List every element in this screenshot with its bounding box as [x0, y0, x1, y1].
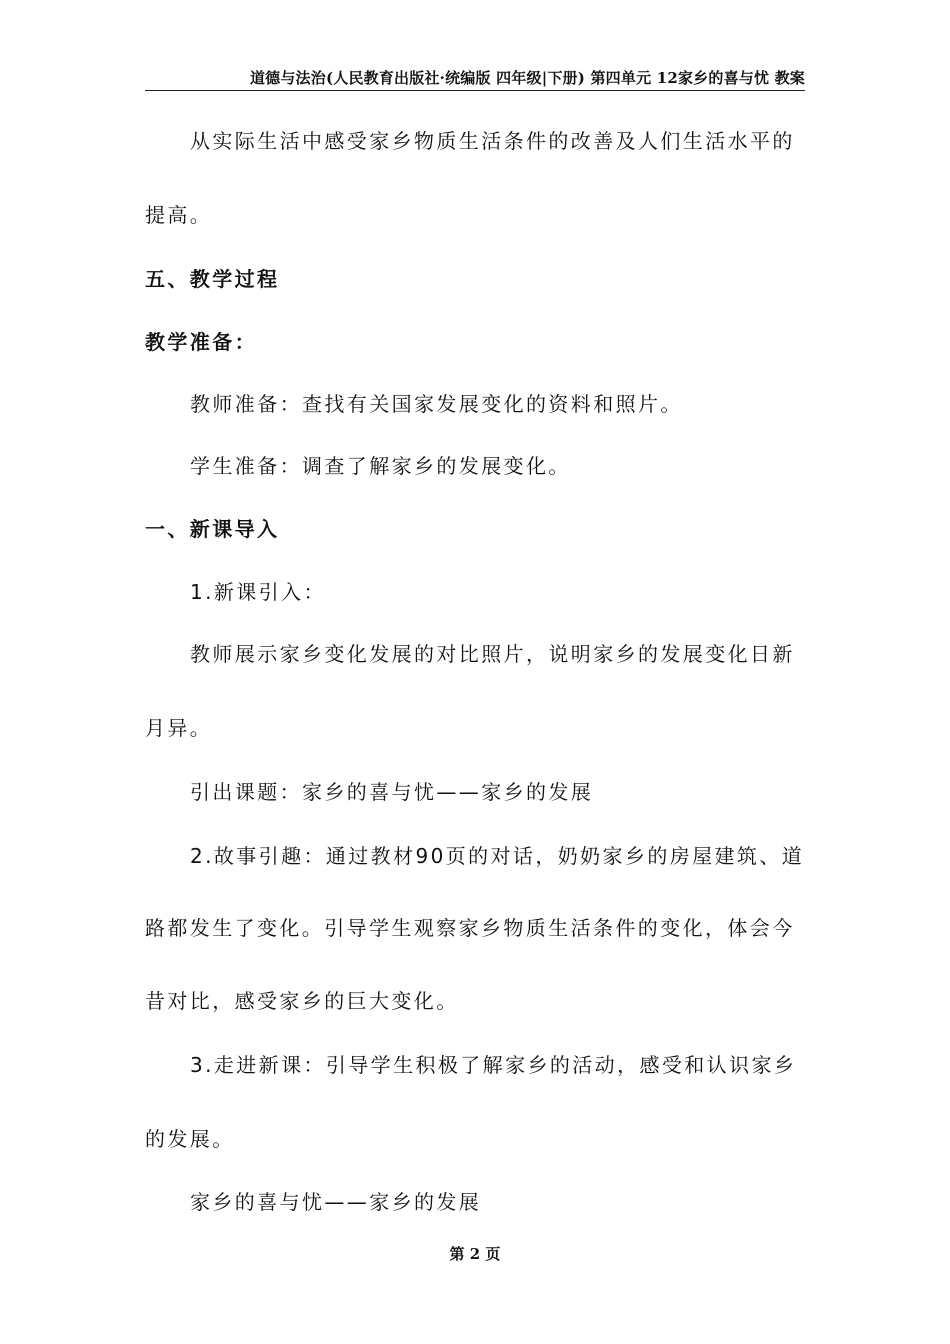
teacher-preparation: 教师准备：查找有关国家发展变化的资料和照片。	[190, 392, 683, 416]
paragraph-line: 从实际生活中感受家乡物质生活条件的改善及人们生活水平的	[190, 129, 795, 153]
student-preparation: 学生准备：调查了解家乡的发展变化。	[190, 454, 571, 478]
lesson-topic: 引出课题：家乡的喜与忧——家乡的发展	[190, 780, 594, 804]
lesson-topic: 家乡的喜与忧——家乡的发展	[190, 1190, 482, 1214]
subheading-preparation: 教学准备：	[145, 330, 257, 354]
page-header	[145, 68, 805, 91]
section-heading-intro: 一、新课导入	[145, 517, 280, 541]
paragraph-line: 教师展示家乡变化发展的对比照片，说明家乡的发展变化日新	[190, 642, 795, 666]
paragraph-line: 提高。	[145, 203, 213, 227]
paragraph-line: 昔对比，感受家乡的巨大变化。	[145, 989, 459, 1013]
header-title: 道德与法治(人民教育出版社·统编版 四年级|下册) 第四单元 12家乡的喜与忧 教案	[249, 69, 805, 87]
paragraph-line: 2.故事引趣：通过教材90页的对话，奶奶家乡的房屋建筑、道	[190, 844, 805, 868]
section-heading-process: 五、教学过程	[145, 267, 280, 291]
paragraph-line: 月异。	[145, 716, 213, 740]
paragraph-line: 路都发生了变化。引导学生观察家乡物质生活条件的变化，体会今	[145, 916, 795, 940]
paragraph-line: 3.走进新课：引导学生积极了解家乡的活动，感受和认识家乡	[190, 1053, 797, 1077]
page-number: 第 2 页	[449, 1245, 501, 1263]
paragraph-line: 的发展。	[145, 1127, 235, 1151]
item-title: 1.新课引入：	[190, 580, 326, 604]
